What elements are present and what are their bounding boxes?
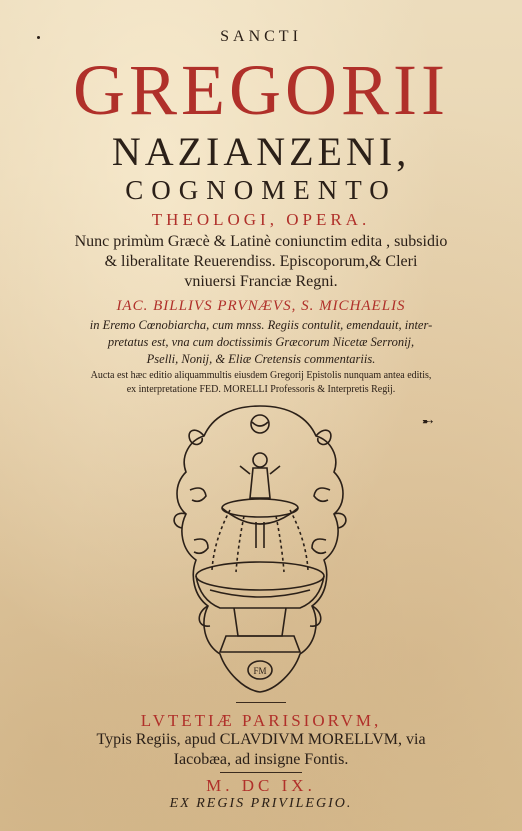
line-vniuersi: vniuersi Franciæ Regni. — [184, 273, 338, 290]
line-jac-billius: IAC. BILLIVS PRVNÆVS, S. MICHAELIS — [116, 298, 406, 314]
line-pselli: Pselli, Nonij, & Eliæ Cretensis commentariis. — [146, 352, 376, 366]
marginal-mark-icon: ➸ — [422, 415, 434, 430]
line-nunc: Nunc primùm Græcè & Latinè coniunctim edita , subsidio — [74, 233, 448, 250]
line-cognomento: COGNOMENTO — [125, 175, 397, 205]
line-iacobaea: Iacobæa, ad insigne Fontis. — [173, 751, 349, 768]
line-gregorii: GREGORII — [73, 50, 449, 130]
line-sancti: SANCTI — [220, 28, 302, 45]
divider-rule-lower — [220, 772, 302, 773]
line-ex-interpretatione: ex interpretatione FED. MORELLI Professoris & Interpretis Regij. — [126, 384, 396, 395]
line-date: M. DC IX. — [206, 776, 316, 795]
line-liberalitate: & liberalitate Reuerendiss. Episcoporum,& Cleri — [104, 253, 418, 270]
fountain-device-icon — [160, 400, 360, 698]
line-privilegio: EX REGIS PRIVILEGIO. — [169, 796, 353, 811]
line-aucta: Aucta est hæc editio aliquammultis eiusdem Gregorij Epistolis nunquam antea editis, — [90, 370, 432, 381]
line-lutetiae: LVTETIÆ PARISIORVM, — [140, 711, 382, 730]
line-eremo: in Eremo Cœnobiarcha, cum mnss. Regiis contulit, emendauit, inter- — [89, 318, 433, 332]
svg-text:FM: FM — [253, 666, 267, 676]
line-nazianzeni: NAZIANZENI, — [111, 129, 411, 174]
divider-rule — [236, 702, 286, 703]
line-pretatus: pretatus est, vna cum doctissimis Græcorum Nicetæ Serronij, — [107, 335, 415, 349]
line-typis: Typis Regiis, apud CLAVDIVM MORELLVM, via — [96, 731, 426, 748]
line-theologi: THEOLOGI, OPERA. — [151, 210, 371, 229]
